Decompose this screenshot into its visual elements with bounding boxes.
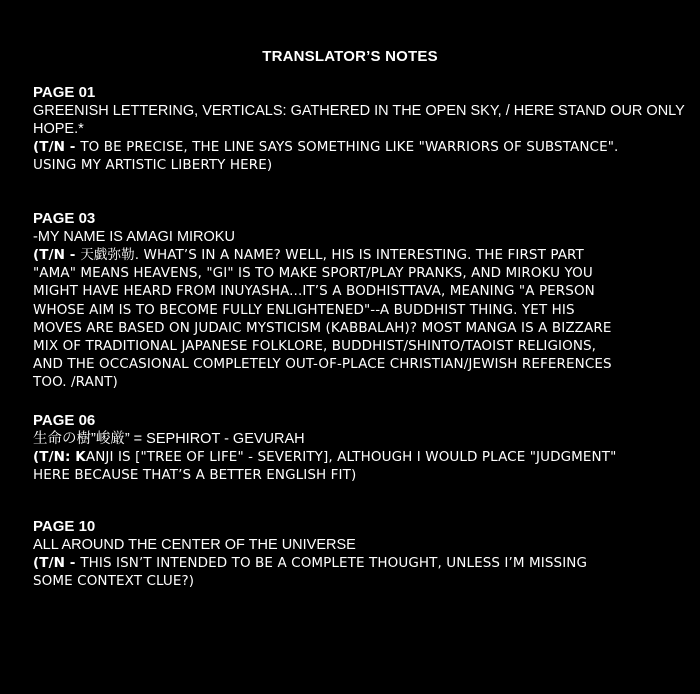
note-prefix: (T/N: K [33, 449, 86, 465]
note-text: TO BE PRECISE, THE LINE SAYS SOMETHING LIKE "WARRIORS OF SUBSTANCE". [80, 139, 619, 155]
section-page-06 [33, 412, 673, 484]
note-text: 天戯弥勒. WHAT’S IN A NAME? WELL, HIS IS INTERESTING. THE FIRST PART [80, 247, 584, 263]
note-text: ANJI IS ["TREE OF LIFE" - SEVERITY], ALTHOUGH I WOULD PLACE "JUDGMENT" [85, 449, 617, 465]
section-page-03 [33, 210, 673, 392]
note-prefix: (T/N - [33, 247, 81, 263]
section-page-10 [33, 518, 673, 590]
section-text-line: 生命の樹”峻厳” = SEPHIROT - GEVURAH [33, 431, 305, 447]
note-prefix: (T/N - [33, 555, 81, 571]
section-heading: PAGE 10 [33, 518, 96, 535]
translator-note-line: SOME CONTEXT CLUE?) [33, 573, 195, 590]
translator-note-line: MIX OF TRADITIONAL JAPANESE FOLKLORE, BUDDHIST/SHINTO/TAOIST RELIGIONS, [33, 338, 597, 355]
translator-note-line [33, 246, 673, 264]
section-heading: PAGE 01 [33, 84, 96, 101]
section-text-line: GREENISH LETTERING, VERTICALS: GATHERED IN THE OPEN SKY, / HERE STAND OUR ONLY [33, 103, 685, 119]
translator-note-line [33, 554, 673, 572]
section-text-line: ALL AROUND THE CENTER OF THE UNIVERSE [33, 537, 356, 553]
translator-note-line: WHOSE AIM IS TO BECOME FULLY ENLIGHTENED"--A BUDDHIST THING. YET HIS [33, 301, 575, 318]
translator-note-line: USING MY ARTISTIC LIBERTY HERE) [33, 157, 273, 174]
section-heading: PAGE 06 [33, 412, 96, 429]
section-text-line: -MY NAME IS AMAGI MIROKU [33, 229, 235, 245]
translator-note-line: HERE BECAUSE THAT’S A BETTER ENGLISH FIT) [33, 467, 357, 484]
translator-note-line [33, 448, 673, 466]
translator-note-line: "AMA" MEANS HEAVENS, "GI" IS TO MAKE SPORT/PLAY PRANKS, AND MIROKU YOU [33, 265, 593, 282]
section-page-01 [33, 84, 685, 174]
note-prefix: (T/N - [33, 139, 81, 155]
translator-note-line: MOVES ARE BASED ON JUDAIC MYSTICISM (KABBALAH)? MOST MANGA IS A BIZZARE [33, 319, 612, 336]
section-heading: PAGE 03 [33, 210, 96, 227]
translator-note-line: AND THE OCCASIONAL COMPLETELY OUT-OF-PLACE CHRISTIAN/JEWISH REFERENCES [33, 356, 612, 373]
section-text-line: HOPE.* [33, 121, 84, 137]
note-text: THIS ISN’T INTENDED TO BE A COMPLETE THOUGHT, UNLESS I’M MISSING [80, 555, 588, 571]
translator-note-line [33, 138, 673, 156]
page-title: TRANSLATOR’S NOTES [262, 48, 438, 65]
translator-note-line: TOO. /RANT) [33, 374, 118, 391]
translator-note-line: MIGHT HAVE HEARD FROM INUYASHA...IT’S A BODHISTTAVA, MEANING "A PERSON [33, 283, 595, 300]
